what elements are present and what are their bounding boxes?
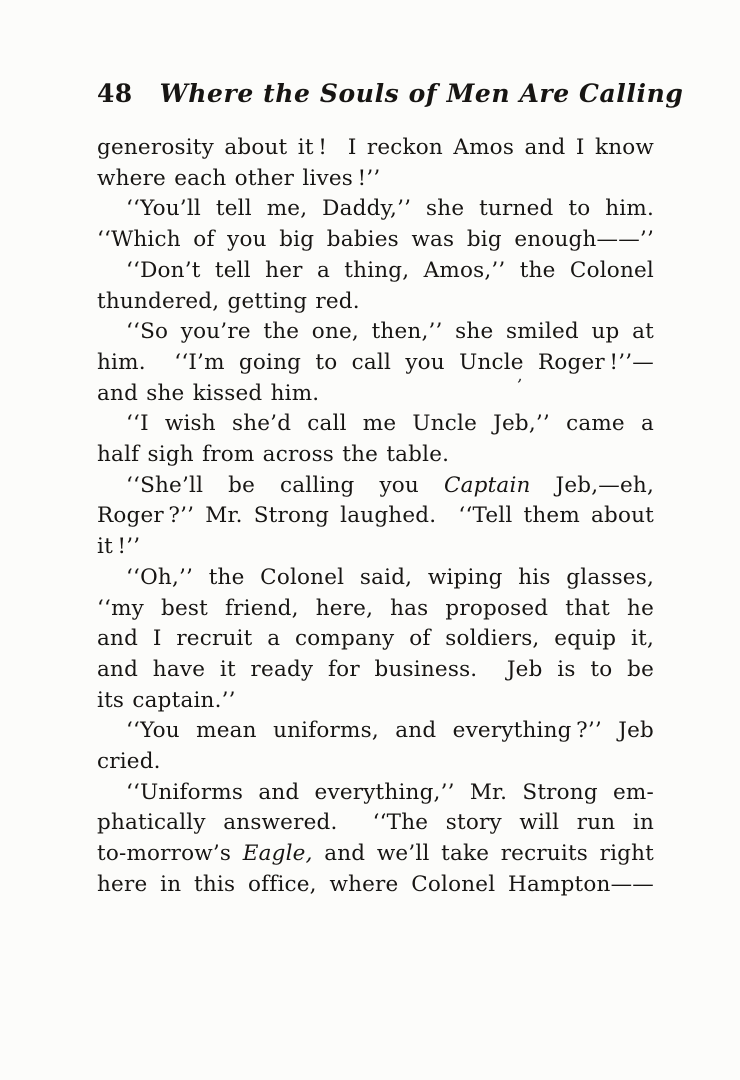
page-header — [97, 78, 684, 110]
text-line: ‘‘She’ll be calling you Captain Jeb,—eh, — [126, 472, 654, 498]
text-line: to-morrow’s Eagle, and we’ll take recruits right — [97, 841, 654, 867]
paragraph — [97, 471, 654, 563]
text-line: him. ‘‘I’m going to call you Uncle Roger !’’— — [97, 349, 654, 375]
text-line: here in this office, where Colonel Hampton—— — [97, 871, 654, 897]
text-line: thundered, getting red. — [97, 288, 360, 314]
text-line: its captain.’’ — [97, 687, 236, 713]
paragraph — [97, 716, 654, 777]
body-text — [97, 133, 654, 901]
text-line: half sigh from across the table. — [97, 442, 450, 468]
text-line: ‘‘Don’t tell her a thing, Amos,’’ the Colonel — [126, 257, 654, 283]
text-line: and I recruit a company of soldiers, equip it, — [97, 626, 654, 652]
text-line: and have it ready for business. Jeb is to be — [97, 656, 654, 682]
paragraph — [97, 256, 654, 317]
text-line: phatically answered. ‘‘The story will run in — [97, 810, 654, 836]
text-line: ‘‘So you’re the one, then,’’ she smiled up at — [126, 319, 654, 345]
paragraph — [97, 194, 654, 255]
stray-mark: ’ — [514, 375, 523, 397]
text-line: cried. — [97, 749, 161, 775]
text-line: ‘‘Uniforms and everything,’’ Mr. Strong em- — [126, 779, 654, 805]
text-line: generosity about it ! I reckon Amos and I know — [97, 135, 654, 160]
paragraph — [97, 563, 654, 717]
text-line: ‘‘my best friend, here, has proposed that he — [97, 595, 654, 621]
text-line: ‘‘Which of you big babies was big enough——’’ — [97, 227, 654, 253]
text-line: and she kissed him. — [97, 380, 320, 406]
running-title: Where the Souls of Men Are Calling — [159, 79, 684, 108]
paragraph — [97, 778, 654, 901]
text-line: ‘‘You’ll tell me, Daddy,’’ she turned to him. — [126, 196, 654, 222]
text-line: Roger ?’’ Mr. Strong laughed. ‘‘Tell them about — [97, 503, 654, 529]
paragraph — [97, 317, 654, 409]
page-number: 48 — [97, 79, 133, 108]
page-content — [97, 78, 684, 901]
text-line: ‘‘You mean uniforms, and everything ?’’ Jeb — [126, 718, 654, 744]
text-line: where each other lives !’’ — [97, 165, 381, 191]
text-line: ‘‘Oh,’’ the Colonel said, wiping his glasses, — [126, 564, 654, 590]
paragraph — [97, 133, 654, 194]
text-line: ‘‘I wish she’d call me Uncle Jeb,’’ came a — [126, 411, 654, 437]
paragraph — [97, 409, 654, 470]
text-line: it !’’ — [97, 534, 141, 560]
